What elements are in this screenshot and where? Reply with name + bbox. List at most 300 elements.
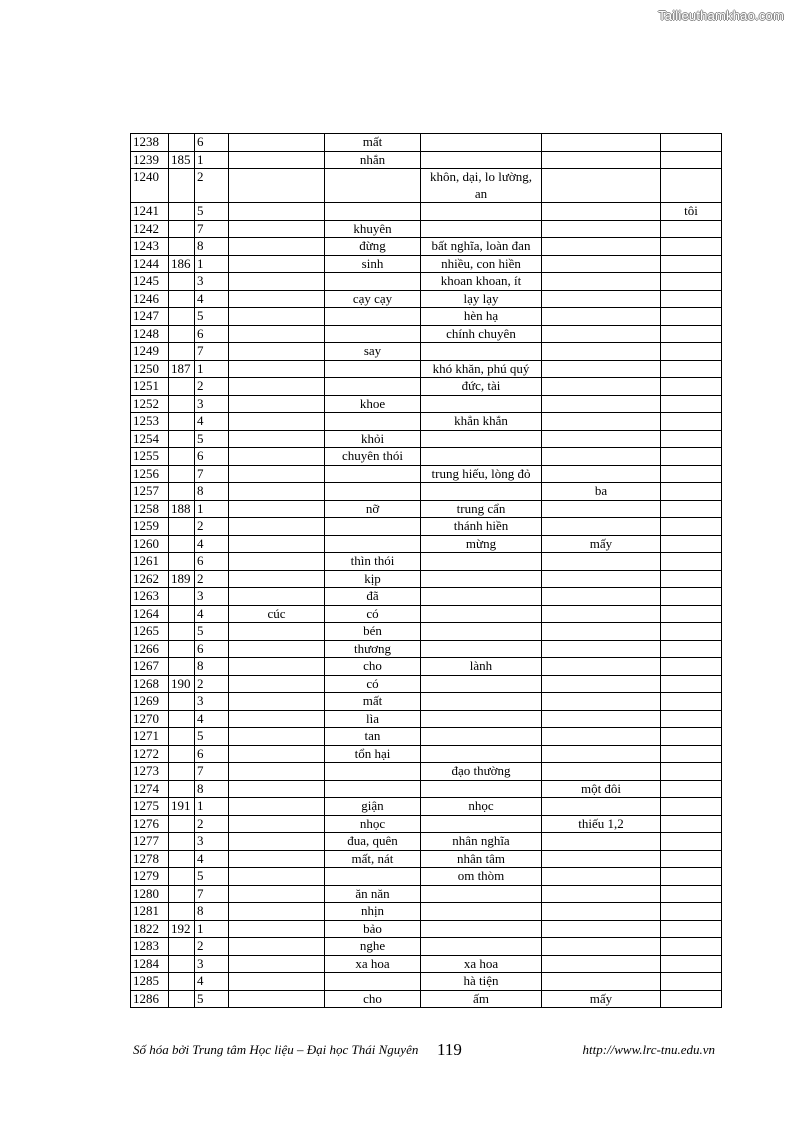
table-cell: 1251 [131, 378, 169, 396]
table-cell: mất [325, 693, 421, 711]
table-cell [542, 308, 661, 326]
table-cell [661, 395, 722, 413]
table-cell: 1249 [131, 343, 169, 361]
table-cell [169, 990, 195, 1008]
table-cell [661, 518, 722, 536]
table-cell [229, 728, 325, 746]
table-row [131, 220, 722, 238]
table-cell: 7 [195, 465, 229, 483]
table-cell [661, 693, 722, 711]
table-cell [542, 290, 661, 308]
table-cell [661, 134, 722, 152]
table-cell [169, 430, 195, 448]
table-cell [542, 465, 661, 483]
table-cell [421, 151, 542, 169]
table-cell: 1263 [131, 588, 169, 606]
table-cell: 188 [169, 500, 195, 518]
table-cell [421, 745, 542, 763]
table-cell [325, 973, 421, 991]
table-cell: cúc [229, 605, 325, 623]
table-cell [661, 535, 722, 553]
table-cell: trung hiếu, lòng đỏ [421, 465, 542, 483]
table-cell: 7 [195, 343, 229, 361]
table-cell: 1267 [131, 658, 169, 676]
table-cell: nhắn [325, 151, 421, 169]
table-cell: có [325, 675, 421, 693]
table-cell [421, 675, 542, 693]
table-cell: 1265 [131, 623, 169, 641]
table-cell: 1822 [131, 920, 169, 938]
table-cell: mất, nát [325, 850, 421, 868]
table-cell [542, 169, 661, 203]
table-cell: 6 [195, 325, 229, 343]
table-cell [661, 430, 722, 448]
table-cell: 1242 [131, 220, 169, 238]
table-cell [661, 220, 722, 238]
table-cell [661, 588, 722, 606]
table-cell [229, 151, 325, 169]
table-cell: 192 [169, 920, 195, 938]
table-cell [661, 255, 722, 273]
table-cell: khỏi [325, 430, 421, 448]
table-cell: 1279 [131, 868, 169, 886]
table-cell [229, 290, 325, 308]
table-cell [229, 623, 325, 641]
table-cell: 6 [195, 134, 229, 152]
table-cell: 5 [195, 868, 229, 886]
table-cell: 1248 [131, 325, 169, 343]
table-cell [661, 238, 722, 256]
table-cell [542, 448, 661, 466]
table-cell [229, 588, 325, 606]
table-cell [325, 483, 421, 501]
table-cell [229, 955, 325, 973]
table-cell: 6 [195, 448, 229, 466]
table-cell [229, 903, 325, 921]
table-cell [325, 535, 421, 553]
table-cell: 1271 [131, 728, 169, 746]
table-cell: nhiều, con hiền [421, 255, 542, 273]
table-cell [325, 308, 421, 326]
table-cell [661, 763, 722, 781]
table-cell: 1273 [131, 763, 169, 781]
table-cell [542, 728, 661, 746]
table-cell [421, 780, 542, 798]
table-cell: om thòm [421, 868, 542, 886]
table-cell: 1266 [131, 640, 169, 658]
table-cell: lạy lạy [421, 290, 542, 308]
table-cell: 1260 [131, 535, 169, 553]
table-cell [661, 868, 722, 886]
table-cell [229, 308, 325, 326]
table-cell [542, 553, 661, 571]
table-cell [229, 710, 325, 728]
data-table [130, 133, 722, 1008]
table-cell: 7 [195, 763, 229, 781]
table-cell [542, 640, 661, 658]
table-cell: 185 [169, 151, 195, 169]
table-cell: 4 [195, 605, 229, 623]
table-cell [169, 203, 195, 221]
table-cell: chuyên thói [325, 448, 421, 466]
table-cell: 1270 [131, 710, 169, 728]
table-cell [421, 728, 542, 746]
table-cell [661, 360, 722, 378]
table-cell: 3 [195, 955, 229, 973]
table-cell [421, 815, 542, 833]
table-cell [229, 798, 325, 816]
table-cell: 1 [195, 798, 229, 816]
table-cell [661, 151, 722, 169]
table-cell [325, 203, 421, 221]
table-row [131, 273, 722, 291]
table-cell: 1239 [131, 151, 169, 169]
table-cell: sinh [325, 255, 421, 273]
table-cell: bảo [325, 920, 421, 938]
table-cell [169, 343, 195, 361]
table-cell: kịp [325, 570, 421, 588]
table-row [131, 675, 722, 693]
table-cell [229, 745, 325, 763]
table-cell [229, 973, 325, 991]
table-cell [229, 675, 325, 693]
table-cell [169, 745, 195, 763]
table-cell: nhân nghĩa [421, 833, 542, 851]
table-cell: nghe [325, 938, 421, 956]
table-cell: 1275 [131, 798, 169, 816]
table-row [131, 885, 722, 903]
table-cell: đừng [325, 238, 421, 256]
table-cell [542, 430, 661, 448]
table-cell [229, 553, 325, 571]
table-cell: mấy [542, 990, 661, 1008]
table-cell [229, 658, 325, 676]
table-cell [661, 570, 722, 588]
table-cell: 1252 [131, 395, 169, 413]
table-cell: 1244 [131, 255, 169, 273]
table-cell [542, 220, 661, 238]
table-cell [169, 833, 195, 851]
table-cell: 7 [195, 885, 229, 903]
table-cell [169, 623, 195, 641]
table-row [131, 430, 722, 448]
table-cell: nhọc [325, 815, 421, 833]
table-cell [421, 430, 542, 448]
table-row [131, 378, 722, 396]
table-cell [229, 448, 325, 466]
table-cell [325, 763, 421, 781]
table-cell [542, 868, 661, 886]
table-cell [169, 378, 195, 396]
table-row [131, 920, 722, 938]
page-number: 119 [437, 1040, 462, 1059]
table-row [131, 255, 722, 273]
table-cell: chính chuyên [421, 325, 542, 343]
table-cell [661, 885, 722, 903]
table-cell [661, 169, 722, 203]
table-cell: 5 [195, 430, 229, 448]
table-cell [169, 955, 195, 973]
table-row [131, 780, 722, 798]
table-row [131, 850, 722, 868]
table-cell: 1281 [131, 903, 169, 921]
table-cell: 1 [195, 151, 229, 169]
table-cell [661, 500, 722, 518]
table-cell [229, 134, 325, 152]
table-cell [661, 728, 722, 746]
table-cell [661, 675, 722, 693]
table-cell: 2 [195, 169, 229, 203]
table-cell: 5 [195, 203, 229, 221]
table-cell: 4 [195, 290, 229, 308]
table-cell [325, 360, 421, 378]
table-row [131, 500, 722, 518]
table-cell [542, 395, 661, 413]
table-cell: 5 [195, 623, 229, 641]
table-cell [229, 325, 325, 343]
table-cell [325, 273, 421, 291]
table-cell: trung cẩn [421, 500, 542, 518]
table-row [131, 553, 722, 571]
table-cell [542, 903, 661, 921]
table-cell [229, 343, 325, 361]
table-cell [421, 448, 542, 466]
table-cell: khoan khoan, ít [421, 273, 542, 291]
table-cell [542, 151, 661, 169]
table-cell [229, 483, 325, 501]
table-cell [229, 238, 325, 256]
table-cell: 5 [195, 308, 229, 326]
table-cell [661, 378, 722, 396]
table-cell [542, 273, 661, 291]
table-row [131, 134, 722, 152]
table-cell: 1268 [131, 675, 169, 693]
table-cell: thiếu 1,2 [542, 815, 661, 833]
table-cell: 1283 [131, 938, 169, 956]
table-cell: 1285 [131, 973, 169, 991]
table-cell: 1 [195, 920, 229, 938]
table-cell [229, 169, 325, 203]
table-cell: 8 [195, 658, 229, 676]
table-cell: 4 [195, 710, 229, 728]
table-row [131, 535, 722, 553]
table-cell [661, 553, 722, 571]
table-cell [229, 413, 325, 431]
table-cell [169, 850, 195, 868]
table-cell: 1276 [131, 815, 169, 833]
table-cell [169, 710, 195, 728]
table-cell [229, 640, 325, 658]
table-cell: mấy [542, 535, 661, 553]
table-cell: khó khăn, phú quý [421, 360, 542, 378]
table-cell: 2 [195, 570, 229, 588]
table-cell: nhịn [325, 903, 421, 921]
table-cell [661, 448, 722, 466]
table-body [131, 134, 722, 1008]
table-cell [229, 220, 325, 238]
table-row [131, 798, 722, 816]
table-row [131, 448, 722, 466]
table-cell [661, 990, 722, 1008]
table-cell [542, 623, 661, 641]
table-cell [169, 553, 195, 571]
table-cell [542, 850, 661, 868]
table-cell [421, 938, 542, 956]
table-cell: cho [325, 658, 421, 676]
page-footer [130, 1040, 721, 1064]
table-cell: khoe [325, 395, 421, 413]
table-cell [661, 273, 722, 291]
table-cell [542, 500, 661, 518]
table-cell [229, 885, 325, 903]
table-row [131, 570, 722, 588]
table-cell [421, 920, 542, 938]
table-cell: khuyên [325, 220, 421, 238]
table-cell: 1284 [131, 955, 169, 973]
table-cell [229, 203, 325, 221]
table-cell [661, 780, 722, 798]
table-cell [542, 920, 661, 938]
table-cell: 1264 [131, 605, 169, 623]
table-cell: khôn, dại, lo lường, an [421, 169, 542, 203]
table-row [131, 343, 722, 361]
table-cell: 1274 [131, 780, 169, 798]
table-cell [661, 710, 722, 728]
table-cell [661, 623, 722, 641]
table-cell: mất [325, 134, 421, 152]
table-cell: hà tiện [421, 973, 542, 991]
table-cell [542, 570, 661, 588]
table-cell: nhân tâm [421, 850, 542, 868]
table-cell: thánh hiền [421, 518, 542, 536]
table-cell [542, 763, 661, 781]
table-cell [229, 815, 325, 833]
table-cell [542, 833, 661, 851]
table-cell [169, 448, 195, 466]
table-cell: 6 [195, 640, 229, 658]
table-cell [542, 938, 661, 956]
table-cell: có [325, 605, 421, 623]
table-cell [169, 973, 195, 991]
table-cell [169, 658, 195, 676]
table-cell: 1254 [131, 430, 169, 448]
table-cell: xa hoa [325, 955, 421, 973]
table-cell [661, 308, 722, 326]
table-cell [169, 220, 195, 238]
table-cell [542, 343, 661, 361]
table-cell: 1250 [131, 360, 169, 378]
table-cell: 7 [195, 220, 229, 238]
watermark: Tailieuthamkhao.com [658, 8, 784, 23]
table-cell: 3 [195, 588, 229, 606]
table-cell [542, 518, 661, 536]
table-row [131, 623, 722, 641]
table-cell: 4 [195, 535, 229, 553]
table-cell [229, 518, 325, 536]
table-cell: bén [325, 623, 421, 641]
table-cell: 2 [195, 518, 229, 536]
table-cell [229, 920, 325, 938]
table-cell [542, 605, 661, 623]
table-cell: đạo thường [421, 763, 542, 781]
table-cell [542, 255, 661, 273]
table-cell: thương [325, 640, 421, 658]
table-cell [542, 693, 661, 711]
table-row [131, 413, 722, 431]
table-cell [421, 134, 542, 152]
table-cell: 186 [169, 255, 195, 273]
table-cell: 1262 [131, 570, 169, 588]
table-row [131, 518, 722, 536]
table-cell: khẳn khắn [421, 413, 542, 431]
table-cell [542, 973, 661, 991]
table-cell [229, 570, 325, 588]
table-cell [229, 763, 325, 781]
table-cell [661, 483, 722, 501]
table-cell [661, 605, 722, 623]
table-row [131, 745, 722, 763]
table-cell: 1247 [131, 308, 169, 326]
table-cell [325, 868, 421, 886]
table-cell: 191 [169, 798, 195, 816]
table-cell: 1245 [131, 273, 169, 291]
table-cell [169, 535, 195, 553]
table-row [131, 395, 722, 413]
table-cell [325, 325, 421, 343]
table-cell [661, 798, 722, 816]
table-cell: 1253 [131, 413, 169, 431]
table-cell: 1256 [131, 465, 169, 483]
table-row [131, 710, 722, 728]
table-row [131, 605, 722, 623]
table-cell [661, 465, 722, 483]
table-cell: 3 [195, 395, 229, 413]
table-cell [229, 378, 325, 396]
table-cell [229, 255, 325, 273]
table-cell: 6 [195, 745, 229, 763]
table-cell: tan [325, 728, 421, 746]
table-row [131, 640, 722, 658]
table-row [131, 868, 722, 886]
table-cell: hèn hạ [421, 308, 542, 326]
table-cell [229, 990, 325, 1008]
table-cell: nỡ [325, 500, 421, 518]
table-cell: bất nghĩa, loàn đan [421, 238, 542, 256]
table-cell [542, 238, 661, 256]
table-cell: đức, tài [421, 378, 542, 396]
table-cell [169, 395, 195, 413]
table-row [131, 990, 722, 1008]
table-cell [325, 780, 421, 798]
table-cell [421, 640, 542, 658]
table-cell: 3 [195, 833, 229, 851]
table-row [131, 308, 722, 326]
table-cell [421, 710, 542, 728]
table-cell [421, 343, 542, 361]
table-cell [169, 728, 195, 746]
table-cell [661, 955, 722, 973]
table-cell: xa hoa [421, 955, 542, 973]
table-cell: một đôi [542, 780, 661, 798]
table-cell [229, 273, 325, 291]
table-cell [661, 815, 722, 833]
table-cell: ấm [421, 990, 542, 1008]
table-cell [421, 553, 542, 571]
table-cell [661, 833, 722, 851]
table-cell [661, 903, 722, 921]
table-cell: đua, quên [325, 833, 421, 851]
table-cell [169, 605, 195, 623]
